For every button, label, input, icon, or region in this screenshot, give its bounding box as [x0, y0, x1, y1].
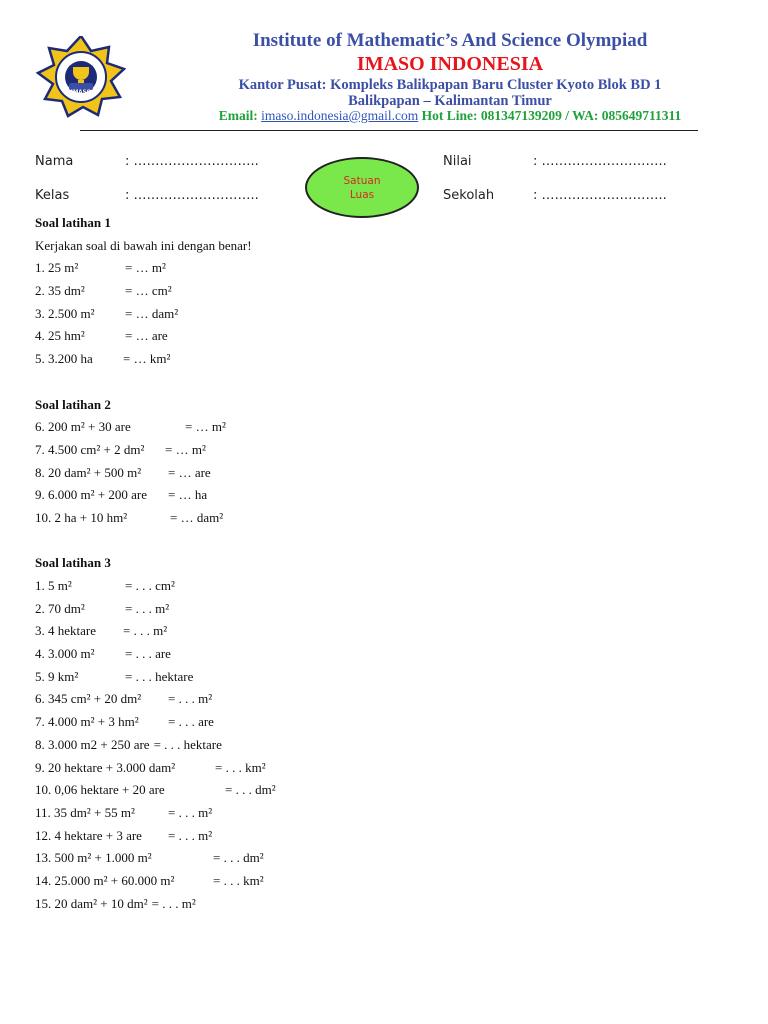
field-nama — [35, 154, 259, 169]
exercise-answer-blank[interactable]: = . . . m² — [123, 623, 168, 639]
exercise-answer-blank[interactable]: = … dam² — [170, 509, 224, 525]
exercise-question: 10. 0,06 hektare + 20 are — [35, 782, 165, 798]
exercise-answer-blank[interactable]: = … m² — [125, 260, 166, 276]
exercise-item — [35, 575, 735, 598]
exercise-question: 4. 25 hm² — [35, 328, 85, 344]
exercise-question: 2. 70 dm² — [35, 600, 85, 616]
exercise-item — [35, 484, 735, 507]
exercise-answer-blank[interactable]: = . . . are — [125, 646, 171, 662]
exercise-answer-blank[interactable]: = . . . hektare — [153, 736, 222, 752]
exercise-item — [35, 893, 735, 916]
exercise-question: 6. 200 m² + 30 are — [35, 419, 131, 435]
spacer — [35, 371, 735, 394]
exercise-question: 10. 2 ha + 10 hm² — [35, 509, 128, 525]
exercise-answer-blank[interactable]: = … dam² — [125, 305, 179, 321]
exercise-answer-blank[interactable]: = . . . hektare — [125, 668, 194, 684]
section-3-heading: Soal latihan 3 — [35, 555, 111, 571]
score-blank[interactable]: : ……………………….. — [533, 154, 667, 169]
exercise-content — [35, 212, 735, 915]
exercise-item — [35, 507, 735, 530]
exercise-question: 8. 3.000 m2 + 250 are — [35, 736, 150, 752]
exercise-question: 3. 4 hektare — [35, 623, 97, 639]
exercise-answer-blank[interactable]: = . . . m² — [168, 691, 213, 707]
exercise-item — [35, 462, 735, 485]
header-divider — [80, 130, 698, 131]
exercise-item — [35, 439, 735, 462]
exercise-item — [35, 416, 735, 439]
class-blank[interactable]: : ……………………….. — [125, 188, 259, 203]
email-label: Email: — [218, 108, 258, 123]
exercise-answer-blank[interactable]: = … cm² — [125, 283, 172, 299]
exercise-item — [35, 598, 735, 621]
exercise-question: 3. 2.500 m² — [35, 305, 95, 321]
contact-line — [140, 108, 760, 124]
exercise-answer-blank[interactable]: = . . . dm² — [225, 782, 276, 798]
exercise-item — [35, 825, 735, 848]
badge-line-1: Satuan — [343, 174, 381, 187]
field-nilai — [443, 154, 667, 169]
exercise-answer-blank[interactable]: = . . . dm² — [213, 850, 264, 866]
exercise-item — [35, 257, 735, 280]
exercise-question: 7. 4.500 cm² + 2 dm² — [35, 441, 145, 457]
school-blank[interactable]: : ……………………….. — [533, 188, 667, 203]
exercise-question: 7. 4.000 m² + 3 hm² — [35, 714, 139, 730]
exercise-item — [35, 643, 735, 666]
brand-name: IMASO INDONESIA — [356, 53, 544, 75]
exercise-question: 14. 25.000 m² + 60.000 m² — [35, 872, 175, 888]
exercise-answer-blank[interactable]: = … km² — [123, 351, 171, 367]
exercise-question: 5. 9 km² — [35, 668, 79, 684]
exercise-answer-blank[interactable]: = . . . m² — [151, 895, 196, 911]
exercise-answer-blank[interactable]: = . . . cm² — [125, 578, 175, 593]
exercise-item — [35, 325, 735, 348]
exercise-item — [35, 802, 735, 825]
section-1-heading: Soal latihan 1 — [35, 215, 111, 230]
exercise-question: 12. 4 hektare + 3 are — [35, 827, 142, 843]
exercise-item — [35, 734, 735, 757]
field-label: Nama — [35, 154, 74, 169]
institute-title: Institute of Mathematic’s And Science Olympiad — [252, 30, 648, 51]
topic-badge — [305, 157, 419, 218]
exercise-item — [35, 870, 735, 893]
section-1-list — [35, 257, 735, 370]
exercise-question: 8. 20 dam² + 500 m² — [35, 464, 142, 480]
imaso-logo — [22, 36, 140, 118]
field-label: Sekolah — [443, 188, 495, 203]
exercise-question: 1. 25 m² — [35, 260, 79, 276]
exercise-answer-blank[interactable]: = . . . m² — [125, 600, 170, 616]
exercise-item — [35, 666, 735, 689]
exercise-question: 2. 35 dm² — [35, 283, 85, 299]
exercise-item — [35, 688, 735, 711]
exercise-answer-blank[interactable]: = . . . m² — [168, 827, 213, 843]
address-line-2: Balikpapan – Kalimantan Timur — [348, 93, 552, 109]
exercise-item — [35, 303, 735, 326]
exercise-item — [35, 779, 735, 802]
exercise-item — [35, 280, 735, 303]
exercise-question: 13. 500 m² + 1.000 m² — [35, 850, 152, 866]
exercise-answer-blank[interactable]: = … are — [168, 464, 211, 480]
exercise-item — [35, 711, 735, 734]
section-1-instruction: Kerjakan soal di bawah ini dengan benar! — [35, 237, 252, 253]
exercise-question: 6. 345 cm² + 20 dm² — [35, 691, 142, 707]
hotline-text: Hot Line: 081347139209 / WA: 085649711311 — [421, 108, 682, 123]
badge-line-2: Luas — [349, 188, 375, 201]
name-blank[interactable]: : ……………………….. — [125, 154, 259, 169]
email-link[interactable]: imaso.indonesia@gmail.com — [261, 108, 419, 123]
exercise-question: 1. 5 m² — [35, 578, 72, 593]
field-kelas — [35, 188, 259, 203]
section-2-list — [35, 416, 735, 529]
exercise-question: 11. 35 dm² + 55 m² — [35, 804, 135, 820]
exercise-question: 15. 20 dam² + 10 dm² — [35, 895, 148, 911]
exercise-question: 4. 3.000 m² — [35, 646, 95, 662]
field-sekolah — [443, 188, 667, 203]
exercise-answer-blank[interactable]: = … m² — [165, 441, 206, 457]
exercise-answer-blank[interactable]: = . . . m² — [168, 804, 213, 820]
exercise-item — [35, 348, 735, 371]
exercise-answer-blank[interactable]: = . . . km² — [213, 872, 264, 888]
address-line-1: Kantor Pusat: Kompleks Balikpapan Baru Cluster Kyoto Blok BD 1 — [238, 77, 662, 93]
exercise-answer-blank[interactable]: = … m² — [185, 419, 226, 435]
exercise-item — [35, 620, 735, 643]
field-label: Kelas — [35, 188, 70, 203]
section-2-heading: Soal latihan 2 — [35, 396, 111, 412]
spacer — [35, 530, 735, 553]
exercise-question: 9. 20 hektare + 3.000 dam² — [35, 759, 176, 775]
exercise-question: 9. 6.000 m² + 200 are — [35, 487, 147, 503]
logo-text: IMASO — [70, 89, 92, 96]
section-3-list — [35, 575, 735, 915]
exercise-item — [35, 847, 735, 870]
exercise-question: 5. 3.200 ha — [35, 351, 93, 367]
exercise-answer-blank[interactable]: = … ha — [168, 487, 208, 503]
exercise-answer-blank[interactable]: = … are — [125, 328, 168, 344]
exercise-item — [35, 757, 735, 780]
field-label: Nilai — [443, 154, 472, 169]
exercise-answer-blank[interactable]: = . . . km² — [215, 759, 266, 775]
exercise-answer-blank[interactable]: = . . . are — [168, 714, 214, 730]
